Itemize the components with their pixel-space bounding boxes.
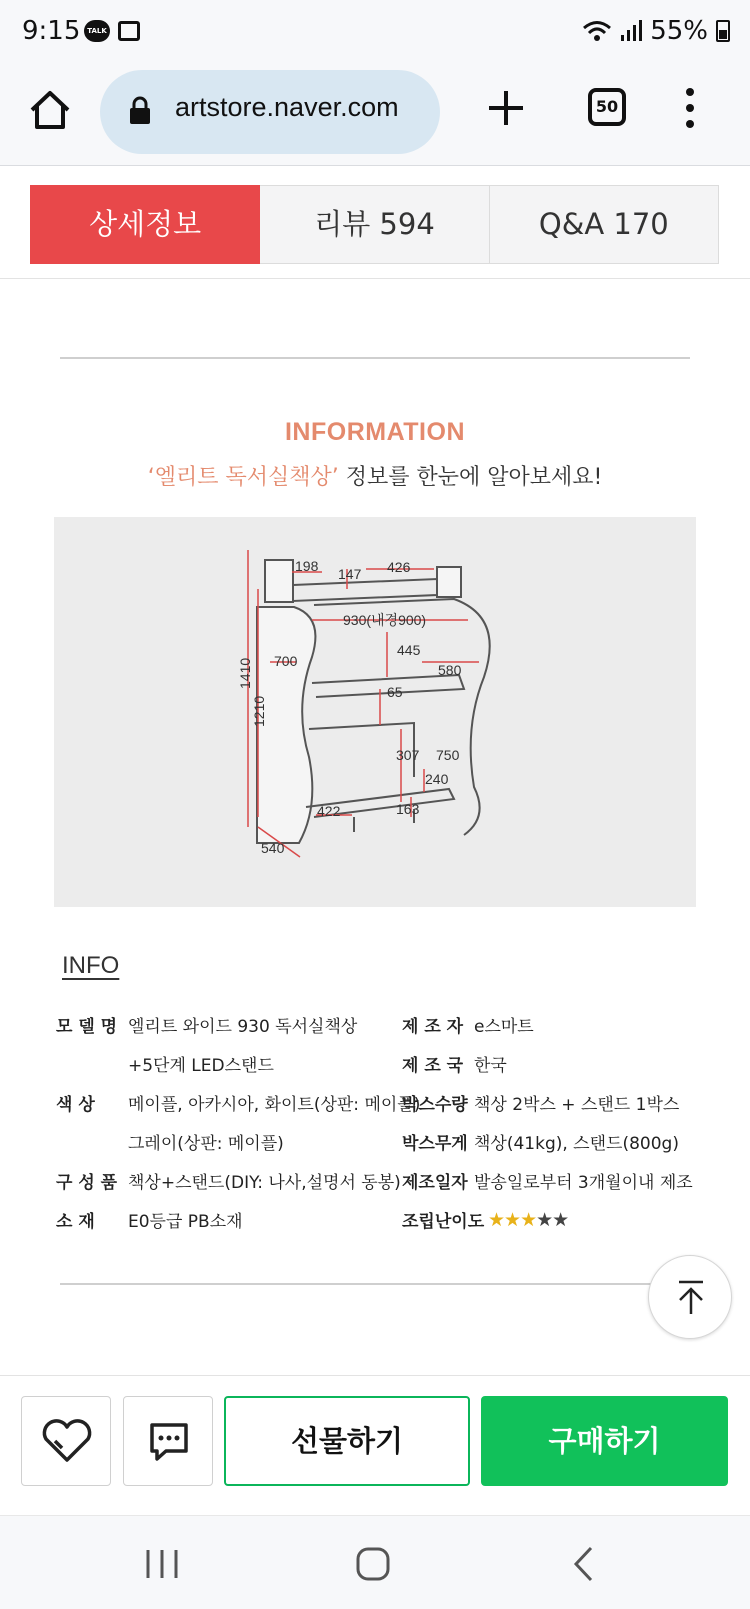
spec-label-difficulty: 조립난이도: [402, 1212, 485, 1232]
dim-65: 65: [387, 684, 403, 700]
spec-value-color-2: 그레이(상판: 메이플): [128, 1134, 284, 1154]
spec-value-manufacturer: e스마트: [474, 1017, 534, 1037]
wishlist-button[interactable]: [21, 1396, 111, 1486]
spec-value-color: 메이플, 아카시아, 화이트(상판: 메이플): [128, 1095, 421, 1115]
spec-label-model: 모 델 명: [56, 1017, 118, 1037]
url-text: artstore.naver.com: [175, 92, 399, 122]
difficulty-stars-empty: ★★: [536, 1209, 569, 1231]
spec-value-country: 한국: [474, 1056, 507, 1076]
product-tabs: [30, 185, 719, 264]
spec-label-color: 색 상: [56, 1095, 95, 1115]
spec-label-components: 구 성 품: [56, 1173, 118, 1193]
spec-value-model-2: +5단계 LED스탠드: [128, 1056, 274, 1076]
dim-930: 930(내경900): [343, 612, 427, 628]
chat-button[interactable]: [123, 1396, 213, 1486]
spec-value-model: 엘리트 와이드 930 독서실책상: [128, 1017, 358, 1037]
tab-qna[interactable]: Q&A 170: [490, 185, 719, 264]
gallery-icon: [118, 21, 140, 41]
gift-button[interactable]: 선물하기: [224, 1396, 470, 1486]
battery-icon: [716, 20, 730, 42]
spec-label-material: 소 재: [56, 1212, 95, 1232]
desk-drawing: [54, 517, 696, 907]
dim-307: 307: [396, 747, 420, 763]
information-title: INFORMATION: [284, 418, 465, 446]
browser-toolbar: [0, 64, 750, 166]
more-menu-icon[interactable]: [680, 88, 700, 132]
spec-value-material: E0등급 PB소재: [128, 1212, 243, 1232]
dim-1210: 1210: [251, 695, 267, 727]
dim-445: 445: [397, 642, 421, 658]
dim-540: 540: [261, 840, 285, 856]
dim-580: 580: [438, 662, 462, 678]
spec-value-components: 책상+스탠드(DIY: 나사,설명서 동봉): [128, 1173, 401, 1193]
subtitle-text: 정보를 한눈에 알아보세요!: [338, 465, 603, 490]
dim-198: 198: [295, 558, 319, 574]
kakaotalk-icon: TALK: [84, 20, 110, 42]
spec-value-box-count: 책상 2박스 + 스탠드 1박스: [474, 1095, 680, 1115]
battery-percent: 55%: [650, 16, 708, 46]
new-tab-icon[interactable]: [484, 86, 528, 130]
dim-750: 750: [436, 747, 460, 763]
purchase-action-bar: [0, 1375, 750, 1515]
spec-label-box-count: 박스수량: [402, 1095, 468, 1115]
dim-422: 422: [317, 803, 341, 819]
home-nav-icon[interactable]: [353, 1544, 393, 1584]
buy-button[interactable]: 구매하기: [481, 1396, 728, 1486]
back-icon[interactable]: [564, 1544, 604, 1584]
information-subtitle: [0, 460, 750, 491]
heart-icon: [22, 1397, 112, 1487]
status-right: [582, 16, 730, 46]
home-icon[interactable]: [26, 86, 74, 134]
spec-label-manufacturer: 제 조 자: [402, 1017, 464, 1037]
wifi-icon: [582, 19, 612, 43]
status-time: 9:15: [22, 16, 81, 46]
section-divider-bottom: [60, 1283, 660, 1285]
spec-label-box-weight: 박스무게: [402, 1134, 468, 1154]
recent-apps-icon[interactable]: [142, 1544, 182, 1584]
dim-163: 163: [396, 801, 420, 817]
status-bar: [0, 0, 750, 64]
tab-reviews[interactable]: 리뷰 594: [260, 185, 489, 264]
section-divider-top: [60, 357, 690, 359]
difficulty-rating: [488, 1209, 568, 1231]
spec-label-country: 제 조 국: [402, 1056, 464, 1076]
chat-icon: [124, 1397, 214, 1487]
arrow-up-icon: [649, 1256, 733, 1340]
product-dimension-diagram: [54, 517, 696, 907]
tab-details[interactable]: 상세정보: [30, 185, 260, 264]
dim-240: 240: [425, 771, 449, 787]
spec-value-box-weight: 책상(41kg), 스탠드(800g): [474, 1134, 679, 1154]
lock-icon: [128, 96, 152, 126]
dim-426: 426: [387, 559, 411, 575]
spec-value-manufacture-date: 발송일로부터 3개월이내 제조: [474, 1173, 693, 1193]
dim-700: 700: [274, 653, 298, 669]
spec-label-manufacture-date: 제조일자: [402, 1173, 468, 1193]
dim-147: 147: [338, 566, 362, 582]
subtitle-product-name: ‘엘리트 독서실책상’: [147, 465, 339, 490]
system-nav-bar: [0, 1515, 750, 1609]
dim-1410: 1410: [237, 657, 253, 689]
scroll-top-button[interactable]: [648, 1255, 732, 1339]
difficulty-stars-filled: ★★★: [488, 1209, 537, 1231]
url-bar[interactable]: [100, 70, 440, 154]
tabs-divider: [0, 278, 750, 279]
signal-icon: [620, 19, 642, 43]
info-heading: INFO: [62, 952, 120, 979]
tab-switcher-button[interactable]: 50: [588, 88, 626, 126]
